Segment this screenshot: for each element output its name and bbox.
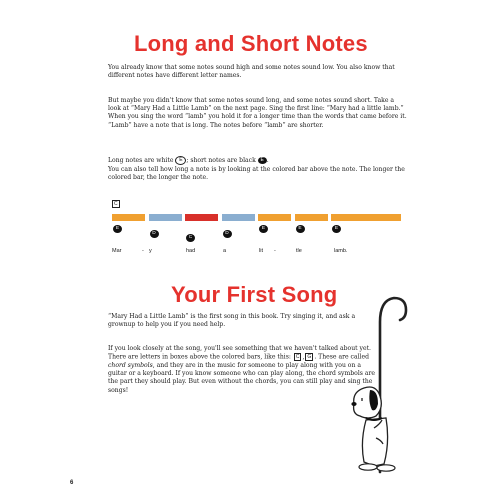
- chord-symbol-c: C: [295, 354, 300, 361]
- paragraph-chord-symbols: If you look closely at the song, you'll see something that we haven't talked about yet. There are letters in boxes above the colored bars, like this: C , G . These are called chord symbols, and they are in the music for someone to play along with you on a guitar or a keyboard. If you know someone who can play along, the chord symbols are the part they should play. But even without the chords, you can still play and sing the songs!: [108, 345, 375, 394]
- lyric-syllable: a: [223, 248, 227, 254]
- note-dot: E: [332, 225, 341, 233]
- text-short-notes: ; short notes are black: [186, 157, 256, 164]
- lyric-syllable: Mar: [112, 248, 122, 254]
- note-dot: E: [113, 225, 122, 233]
- paragraph-colored-bar: You can also tell how long a note is by looking at the colored bar above the note. The longer the colored bar, the longer the note.: [108, 166, 405, 182]
- paragraph-long-short: But maybe you didn't know that some notes sound long, and some notes sound short. Take a look at “Mary Had a Little Lamb” on the next page. Sing the first line: “Mary had a little lamb.” When you sing the word “lamb” you hold it for a longer time than the words that came before it. “Lamb” have a note that is long. The notes before “lamb” are shorter.: [108, 97, 407, 129]
- note-dot: D: [223, 230, 232, 238]
- white-note-icon: E: [175, 156, 186, 165]
- duration-bar: [258, 214, 291, 221]
- lyric-syllable: lit: [259, 248, 263, 254]
- note-dot: C: [186, 234, 195, 242]
- duration-bar: [112, 214, 145, 221]
- lyric-syllable: -: [274, 248, 276, 254]
- text-long-notes: Long notes are white: [108, 157, 174, 164]
- chord-symbol-g: G: [307, 354, 312, 361]
- note-dot: E: [259, 225, 268, 233]
- chord-symbols-term: chord symbols: [108, 361, 153, 369]
- duration-bar: [222, 214, 255, 221]
- lyric-syllable: -: [142, 248, 144, 254]
- note-dot: D: [150, 230, 159, 238]
- note-duration-diagram: [112, 196, 412, 262]
- section-title-long-short: Long and Short Notes: [134, 31, 368, 56]
- duration-bar: [331, 214, 401, 221]
- duration-bar: [295, 214, 328, 221]
- lyric-syllable: y: [149, 248, 152, 254]
- paragraph-note-colors: Long notes are white E ; short notes are black E .: [108, 157, 269, 164]
- paragraph-first-song: “Mary Had a Little Lamb” is the first song in this book. Try singing it, and ask a grownup to help you if you need help.: [108, 313, 356, 329]
- lyric-syllable: had: [186, 248, 196, 254]
- note-dot: E: [296, 225, 305, 233]
- black-note-icon: E: [258, 157, 267, 164]
- section-title-first-song: Your First Song: [171, 282, 338, 307]
- page-number: 6: [70, 480, 74, 486]
- chord-symbol: C: [114, 201, 118, 207]
- paragraph-intro: You already know that some notes sound high and some notes sound low. You also know that different notes have different letter names.: [108, 64, 395, 80]
- snoopy-with-staff-illustration: [346, 292, 416, 474]
- lyric-syllable: lamb.: [334, 248, 348, 254]
- lyric-syllable: tle: [296, 248, 302, 254]
- duration-bar: [149, 214, 182, 221]
- duration-bar: [185, 214, 218, 221]
